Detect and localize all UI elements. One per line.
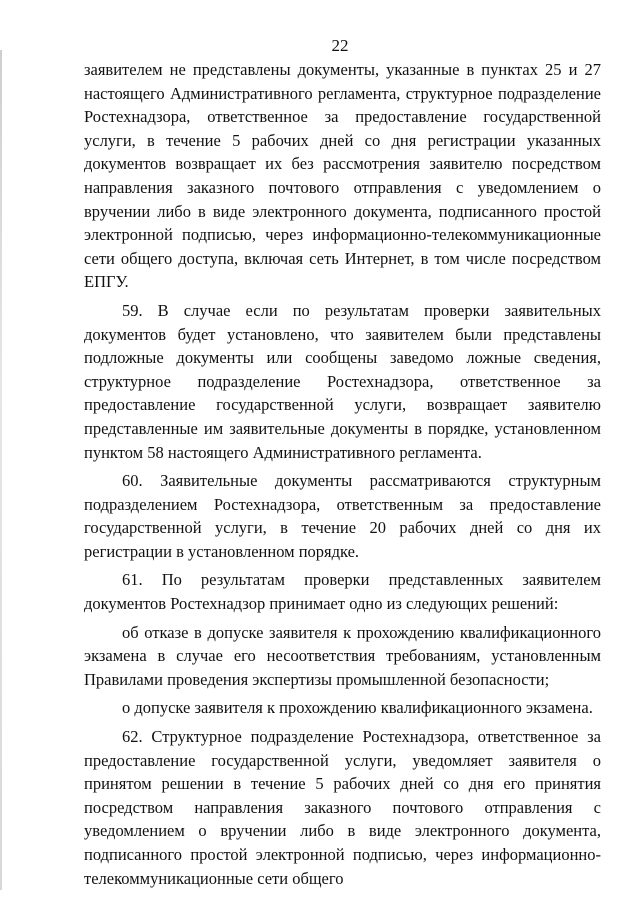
paragraph-62: 62. Структурное подразделение Ростехнадзора, ответственное за предоставление государственной услуги, уведомляет заявителя о принятом решении в течение 5 рабочих дней со дня его принятия посредством направления заказного почтового отправления с уведомлением о вручении либо в виде электронного документа, подписанного простой электронной подписью, через информационно-телекоммуникационные сети общего [84,727,601,888]
decision-admission-item: о допуске заявителя к прохождению квалификационного экзамена. [122,698,593,718]
document-body [84,58,601,890]
paragraph-continuation: заявителем не представлены документы, указанные в пунктах 25 и 27 настоящего Административного регламента, структурное подразделение Ростехнадзора, ответственное за предоставление государственной услуги, в течение 5 рабочих дней со дня регистрации указанных документов возвращает их без рассмотрения заявителю посредством направления заказного почтового отправления с уведомлением о вручении либо в виде электронного документа, подписанного простой электронной подписью, через информационно-телекоммуникационные сети общего доступа, включая сеть Интернет, в том числе посредством ЕПГУ. [84,60,601,292]
scan-edge-line [0,50,2,890]
paragraph-59: 59. В случае если по результатам проверки заявительных документов будет установлено, что заявителем были представлены подложные документы или сообщены заведомо ложные сведения, структурное подразделение Ростехнадзора, ответственное за предоставление государственной услуги, возвращает заявителю представленные им заявительные документы в порядке, установленном пунктом 58 настоящего Административного регламента. [84,300,601,462]
paragraph-61: 61. По результатам проверки представленных заявителем документов Ростехнадзор принимает одно из следующих решений: [84,570,601,614]
decision-refusal-item: об отказе в допуске заявителя к прохождению квалификационного экзамена в случае его несоответствия требованиям, установленным Правилами проведения экспертизы промышленной безопасности; [84,622,601,689]
paragraph-60: 60. Заявительные документы рассматриваются структурным подразделением Ростехнадзора, ответственным за предоставление государственной услуги, в течение 20 рабочих дней со дня их регистрации в установленном порядке. [84,471,601,561]
page-number: 22 [331,36,349,55]
